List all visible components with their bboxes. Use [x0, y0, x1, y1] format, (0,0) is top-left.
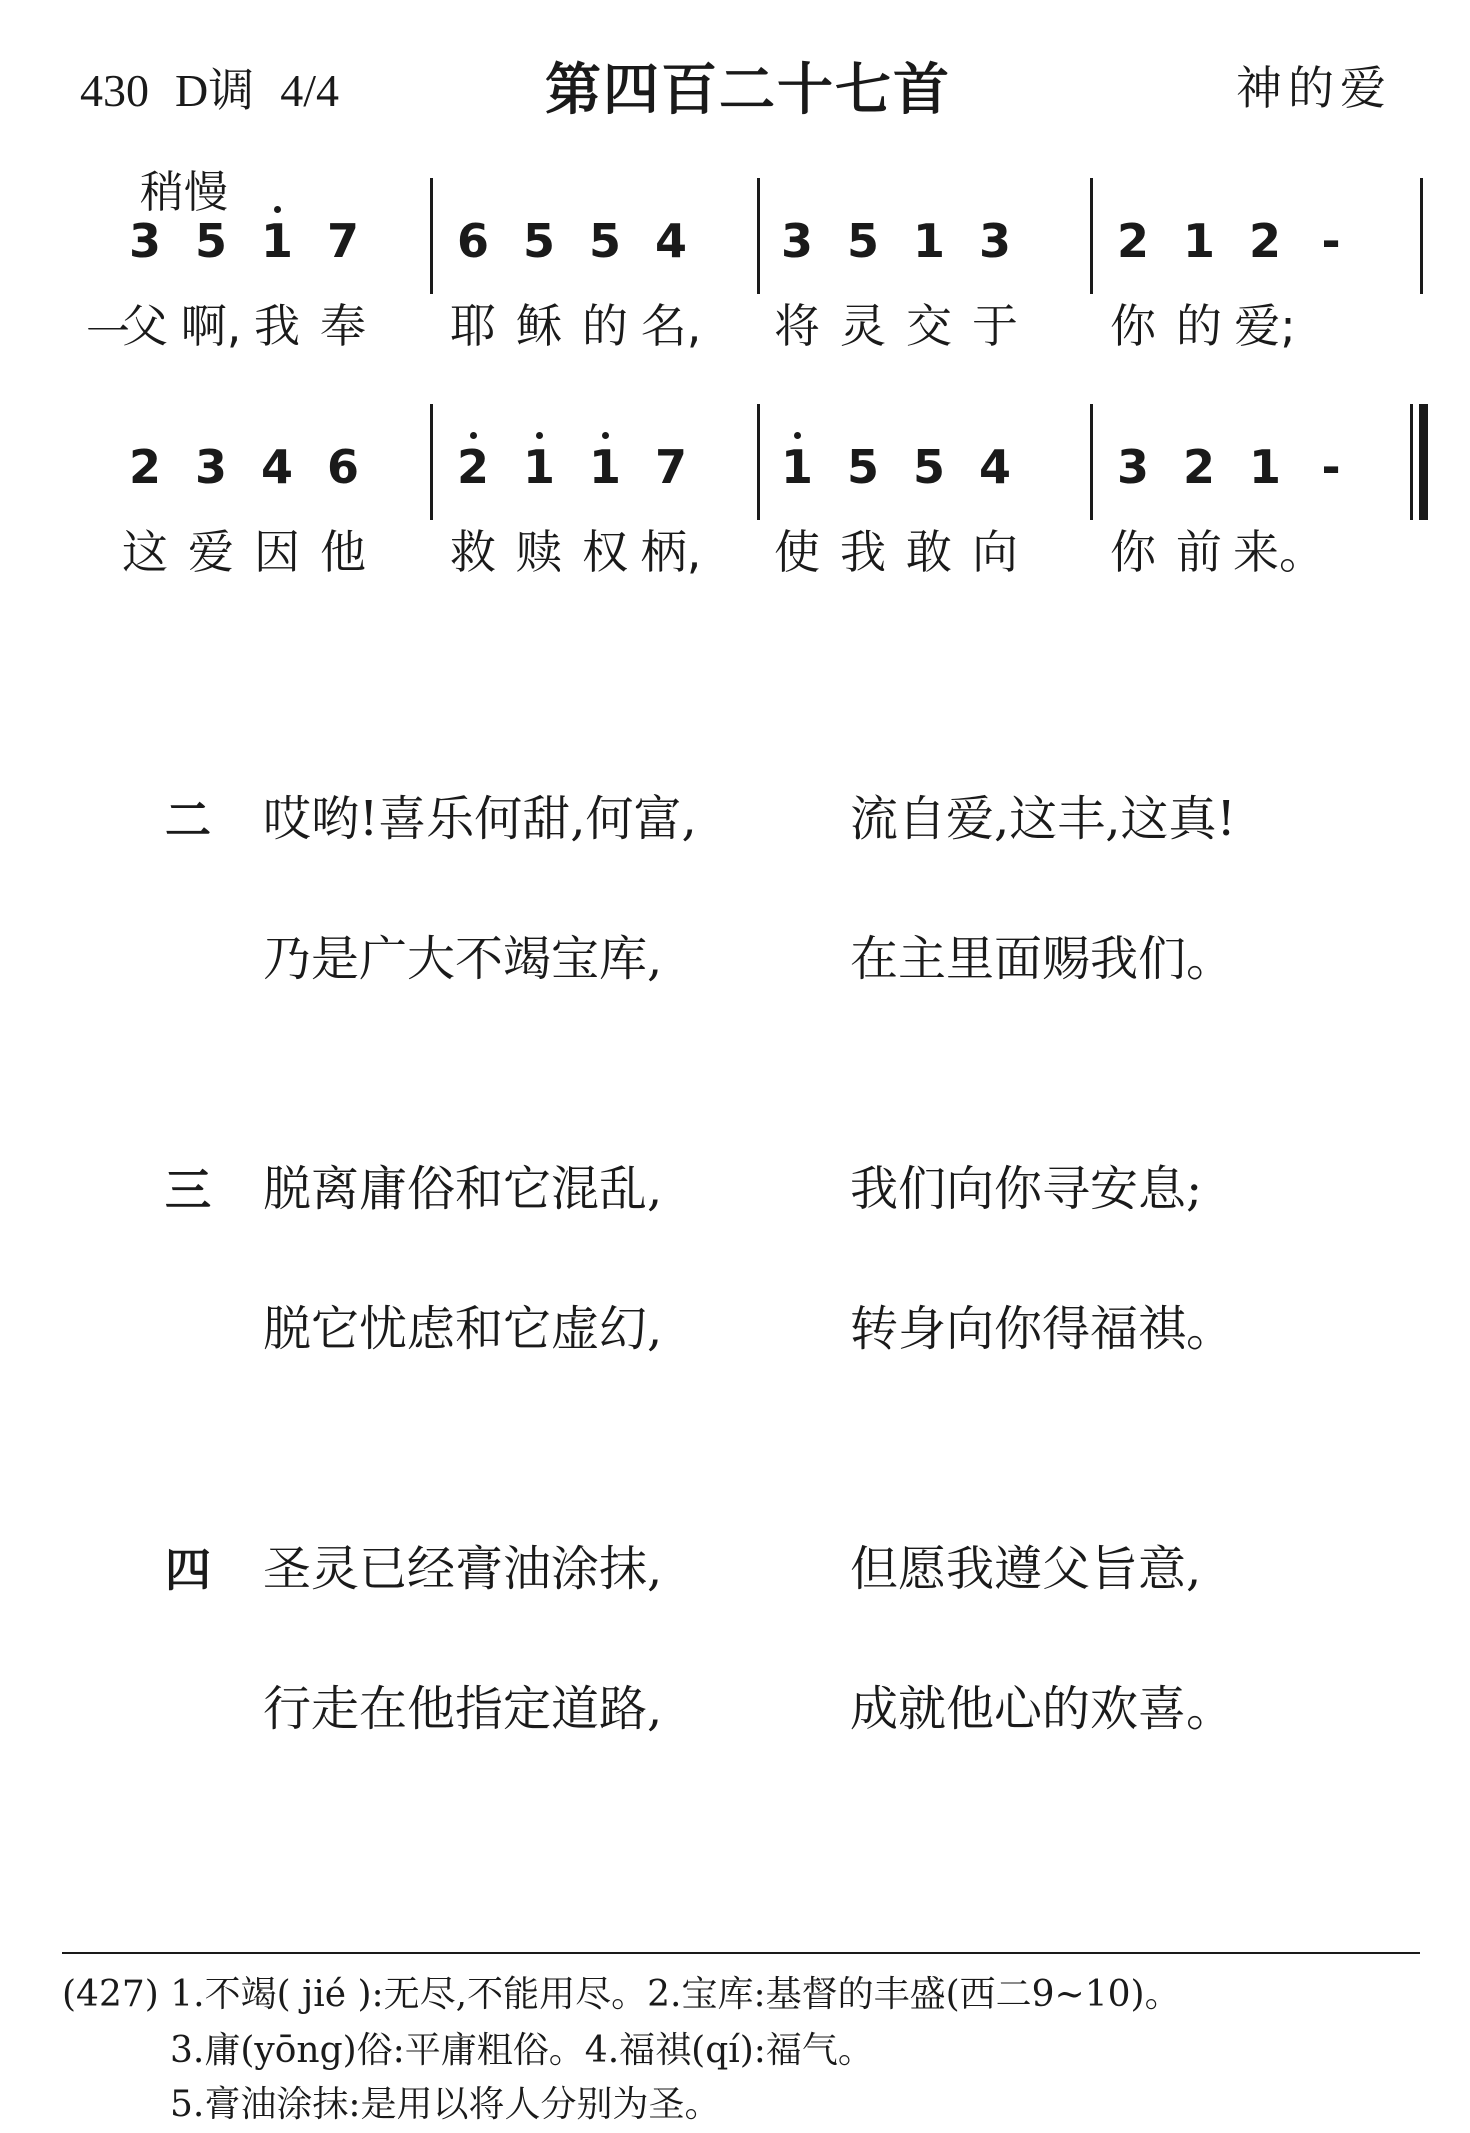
jianpu-note	[323, 214, 363, 268]
lyric-syllable: 敢	[906, 525, 952, 579]
lyric-syllable: 父	[122, 299, 168, 353]
lyric-syllable: 这	[122, 525, 168, 579]
note-digit: 2	[1116, 214, 1149, 268]
stanza-line-first-half: 脱它忧虑和它虚幻,	[263, 1301, 663, 1357]
lyric-syllable: 稣	[516, 299, 562, 353]
lyric-syllable: 柄,	[640, 525, 702, 579]
stanza-number: 二	[165, 793, 211, 847]
bar-line	[1090, 178, 1093, 294]
high-octave-dot	[470, 432, 477, 439]
lyric-syllable: 赎	[516, 525, 562, 579]
stanza-line-second-half: 成就他心的欢喜。	[850, 1681, 1235, 1737]
hymn-time-signature: 4/4	[280, 65, 340, 116]
jianpu-note	[1311, 440, 1351, 494]
lyric-syllable: 爱	[188, 525, 234, 579]
lyric-syllable: 你	[1110, 299, 1156, 353]
note-digit: 3	[128, 214, 161, 268]
bar-line	[1090, 404, 1093, 520]
note-digit: 1	[1182, 214, 1215, 268]
lyric-syllable: 灵	[840, 299, 886, 353]
note-digit: 4	[260, 440, 293, 494]
lyric-syllable: 我	[254, 299, 300, 353]
jianpu-note	[323, 440, 363, 494]
bar-line	[430, 404, 433, 520]
stanza-line-second-half: 在主里面赐我们。	[850, 931, 1235, 987]
stanza-number: 三	[165, 1163, 211, 1217]
stanza-line-second-half: 但愿我遵父旨意,	[850, 1541, 1202, 1597]
jianpu-note	[1113, 440, 1153, 494]
lyric-syllable: 来。	[1233, 525, 1325, 579]
jianpu-note	[1179, 440, 1219, 494]
lyric-syllable: 你	[1110, 525, 1156, 579]
bar-line	[1410, 404, 1413, 520]
lyric-syllable: 将	[774, 299, 820, 353]
lyric-syllable: 权	[582, 525, 628, 579]
lyric-syllable: 的	[1176, 299, 1222, 353]
verse-one-label: 一	[86, 307, 130, 358]
jianpu-note	[125, 440, 165, 494]
note-digit: 6	[456, 214, 489, 268]
lyric-syllable: 名,	[640, 299, 702, 353]
jianpu-note	[777, 440, 817, 494]
lyric-syllable: 使	[774, 525, 820, 579]
jianpu-note	[777, 214, 817, 268]
lyric-syllable: 交	[906, 299, 952, 353]
stanza-line-first-half: 哎哟!喜乐何甜,何富,	[263, 791, 697, 847]
note-digit: 3	[978, 214, 1011, 268]
note-digit: 7	[654, 440, 687, 494]
note-digit: 2	[1248, 214, 1281, 268]
hymn-number: 430	[80, 65, 149, 116]
lyric-syllable: 前	[1176, 525, 1222, 579]
stanza-line-first-half: 乃是广大不竭宝库,	[263, 931, 663, 987]
jianpu-note	[1113, 214, 1153, 268]
footnote-line-1: (427) 1.不竭( jié ):无尽,不能用尽。2.宝库:基督的丰盛(西二9~10)。	[62, 1974, 1181, 2015]
bar-line	[757, 404, 760, 520]
jianpu-note	[453, 440, 493, 494]
hymn-title: 第四百二十七首	[545, 58, 951, 123]
bar-line	[757, 178, 760, 294]
jianpu-note	[1245, 214, 1285, 268]
lyric-syllable: 的	[582, 299, 628, 353]
lyric-syllable: 向	[972, 525, 1018, 579]
stanza-line-second-half: 转身向你得福祺。	[850, 1301, 1235, 1357]
note-digit: 4	[978, 440, 1011, 494]
bar-line	[1420, 178, 1423, 294]
stanza-line-second-half: 我们向你寻安息;	[850, 1161, 1203, 1217]
high-octave-dot	[602, 432, 609, 439]
note-digit: 2	[128, 440, 161, 494]
footnote-divider	[62, 1952, 1420, 1954]
final-bar-line	[1419, 404, 1428, 520]
jianpu-note	[191, 440, 231, 494]
note-digit: 1	[780, 440, 813, 494]
note-digit: 3	[780, 214, 813, 268]
jianpu-note	[191, 214, 231, 268]
note-digit: 2	[1182, 440, 1215, 494]
lyric-syllable: 奉	[320, 299, 366, 353]
stanza-line-first-half: 脱离庸俗和它混乱,	[263, 1161, 663, 1217]
lyric-syllable: 啊,	[180, 299, 242, 353]
jianpu-note	[257, 440, 297, 494]
lyric-syllable: 于	[972, 299, 1018, 353]
high-octave-dot	[274, 206, 281, 213]
jianpu-note	[519, 440, 559, 494]
note-digit: 4	[654, 214, 687, 268]
jianpu-note	[909, 440, 949, 494]
jianpu-note	[519, 214, 559, 268]
jianpu-note	[975, 440, 1015, 494]
note-digit: 1	[912, 214, 945, 268]
note-digit: 5	[912, 440, 945, 494]
note-digit: -	[1321, 440, 1341, 494]
note-digit: 1	[1248, 440, 1281, 494]
note-digit: 5	[194, 214, 227, 268]
note-digit: 1	[260, 214, 293, 268]
jianpu-note	[909, 214, 949, 268]
lyric-syllable: 耶	[450, 299, 496, 353]
note-digit: 6	[326, 440, 359, 494]
lyric-syllable: 爱;	[1234, 299, 1296, 353]
jianpu-note	[1179, 214, 1219, 268]
stanza-line-first-half: 圣灵已经膏油涂抹,	[263, 1541, 663, 1597]
tempo-marking: 稍慢	[140, 167, 228, 218]
note-digit: -	[1321, 214, 1341, 268]
hymn-key: D调	[175, 65, 255, 116]
jianpu-note	[651, 214, 691, 268]
high-octave-dot	[536, 432, 543, 439]
hymn-header-info	[80, 54, 365, 120]
jianpu-note	[125, 214, 165, 268]
jianpu-note	[453, 214, 493, 268]
stanza-number: 四	[165, 1543, 211, 1597]
note-digit: 5	[588, 214, 621, 268]
jianpu-note	[843, 214, 883, 268]
stanza-line-second-half: 流自爱,这丰,这真!	[850, 791, 1236, 847]
note-digit: 5	[846, 440, 879, 494]
bar-line	[430, 178, 433, 294]
jianpu-note	[1311, 214, 1351, 268]
jianpu-note	[585, 214, 625, 268]
lyric-syllable: 救	[450, 525, 496, 579]
note-digit: 3	[194, 440, 227, 494]
stanza-line-first-half: 行走在他指定道路,	[263, 1681, 663, 1737]
lyric-syllable: 因	[254, 525, 300, 579]
note-digit: 5	[522, 214, 555, 268]
jianpu-note	[843, 440, 883, 494]
jianpu-note	[975, 214, 1015, 268]
footnote-line-2: 3.庸(yōng)俗:平庸粗俗。4.福祺(qí):福气。	[170, 2030, 874, 2071]
note-digit: 2	[456, 440, 489, 494]
hymn-category: 神的爱	[1236, 61, 1392, 115]
lyric-syllable: 我	[840, 525, 886, 579]
note-digit: 1	[588, 440, 621, 494]
jianpu-note	[257, 214, 297, 268]
note-digit: 7	[326, 214, 359, 268]
note-digit: 5	[846, 214, 879, 268]
jianpu-note	[585, 440, 625, 494]
lyric-syllable: 他	[320, 525, 366, 579]
jianpu-note	[651, 440, 691, 494]
high-octave-dot	[794, 432, 801, 439]
note-digit: 1	[522, 440, 555, 494]
footnote-line-3: 5.膏油涂抹:是用以将人分别为圣。	[170, 2084, 721, 2125]
jianpu-note	[1245, 440, 1285, 494]
note-digit: 3	[1116, 440, 1149, 494]
